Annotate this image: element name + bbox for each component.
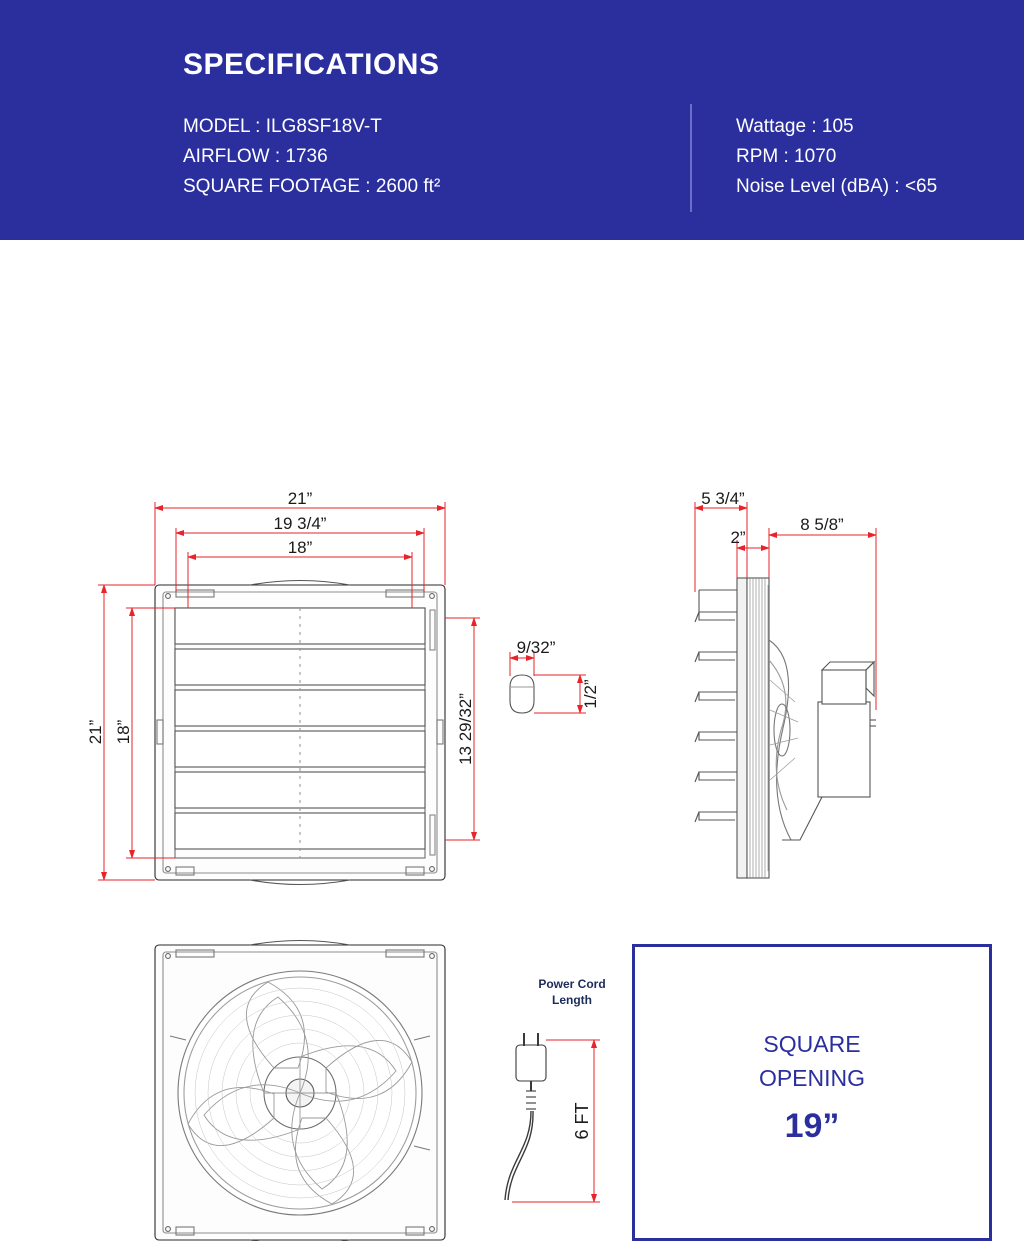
square-opening-callout [632, 944, 992, 1241]
spec-item-airflow: AIRFLOW : 1736 [183, 142, 440, 172]
spec-column-divider [690, 104, 692, 212]
dim-front-height-right: 13 29/32” [456, 693, 475, 765]
dim-front-height-outer: 21” [86, 719, 105, 744]
technical-drawings-area [0, 240, 1024, 1024]
spec-list-right [736, 112, 937, 202]
power-cord-label-line2: Length [512, 992, 632, 1008]
dim-detail-width: 9/32” [517, 638, 556, 657]
power-cord-label-line1: Power Cord [512, 976, 632, 992]
spec-item-square-footage: SQUARE FOOTAGE : 2600 ft² [183, 172, 440, 202]
rear-fan-view-drawing [155, 941, 445, 1241]
front-view-drawing [155, 581, 445, 885]
header-left-stripe [0, 0, 78, 240]
dim-front-width-inner: 18” [288, 538, 313, 557]
spec-item-noise-level: Noise Level (dBA) : <65 [736, 172, 937, 202]
dim-cord-length: 6 FT [572, 1102, 592, 1139]
specifications-band [78, 0, 1024, 240]
spec-item-rpm: RPM : 1070 [736, 142, 937, 172]
dim-front-width-mid: 19 3/4” [274, 514, 327, 533]
spec-item-wattage: Wattage : 105 [736, 112, 937, 142]
dim-side-depth-large: 8 5/8” [800, 515, 844, 534]
square-opening-size: 19” [635, 1107, 989, 1146]
spec-item-model: MODEL : ILG8SF18V-T [183, 112, 440, 142]
dim-front-height-inner: 18” [114, 719, 133, 744]
dim-side-depth-small: 5 3/4” [701, 489, 745, 508]
power-cord-label [512, 976, 632, 1008]
page-title: SPECIFICATIONS [183, 48, 439, 82]
drawings-svg [0, 240, 1024, 1024]
dim-front-width-outer: 21” [288, 489, 313, 508]
power-cord-drawing [505, 1033, 546, 1200]
dim-detail-height: 1/2” [581, 679, 600, 709]
slot-detail-drawing [510, 675, 534, 713]
spec-list-left [183, 112, 440, 202]
dim-side-offset: 2” [730, 528, 745, 547]
side-view-drawing [695, 578, 876, 878]
square-opening-line1: SQUARE [635, 1031, 989, 1058]
square-opening-line2: OPENING [635, 1065, 989, 1092]
